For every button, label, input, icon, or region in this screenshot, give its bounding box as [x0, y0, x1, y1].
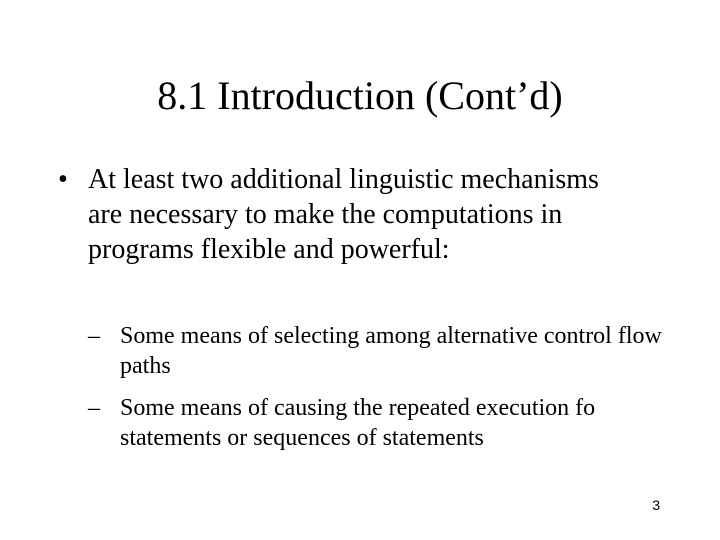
main-bullet-text: At least two additional linguistic mechanisms are necessary to make the computations in programs flexible and powerful: — [88, 164, 599, 265]
main-bullet — [58, 162, 618, 267]
dash-marker: – — [88, 323, 100, 349]
page-number: 3 — [652, 497, 660, 513]
sub-bullet-item — [88, 321, 678, 381]
bullet-marker: • — [58, 164, 68, 195]
slide-title: 8.1 Introduction (Cont’d) — [157, 73, 563, 118]
sub-bullet-item — [88, 393, 678, 453]
sub-bullet-text: Some means of selecting among alternative control flow paths — [120, 323, 662, 379]
sub-bullet-list — [88, 321, 678, 465]
sub-bullet-text: Some means of causing the repeated execution fo statements or sequences of statements — [120, 395, 596, 451]
dash-marker: – — [88, 395, 100, 421]
